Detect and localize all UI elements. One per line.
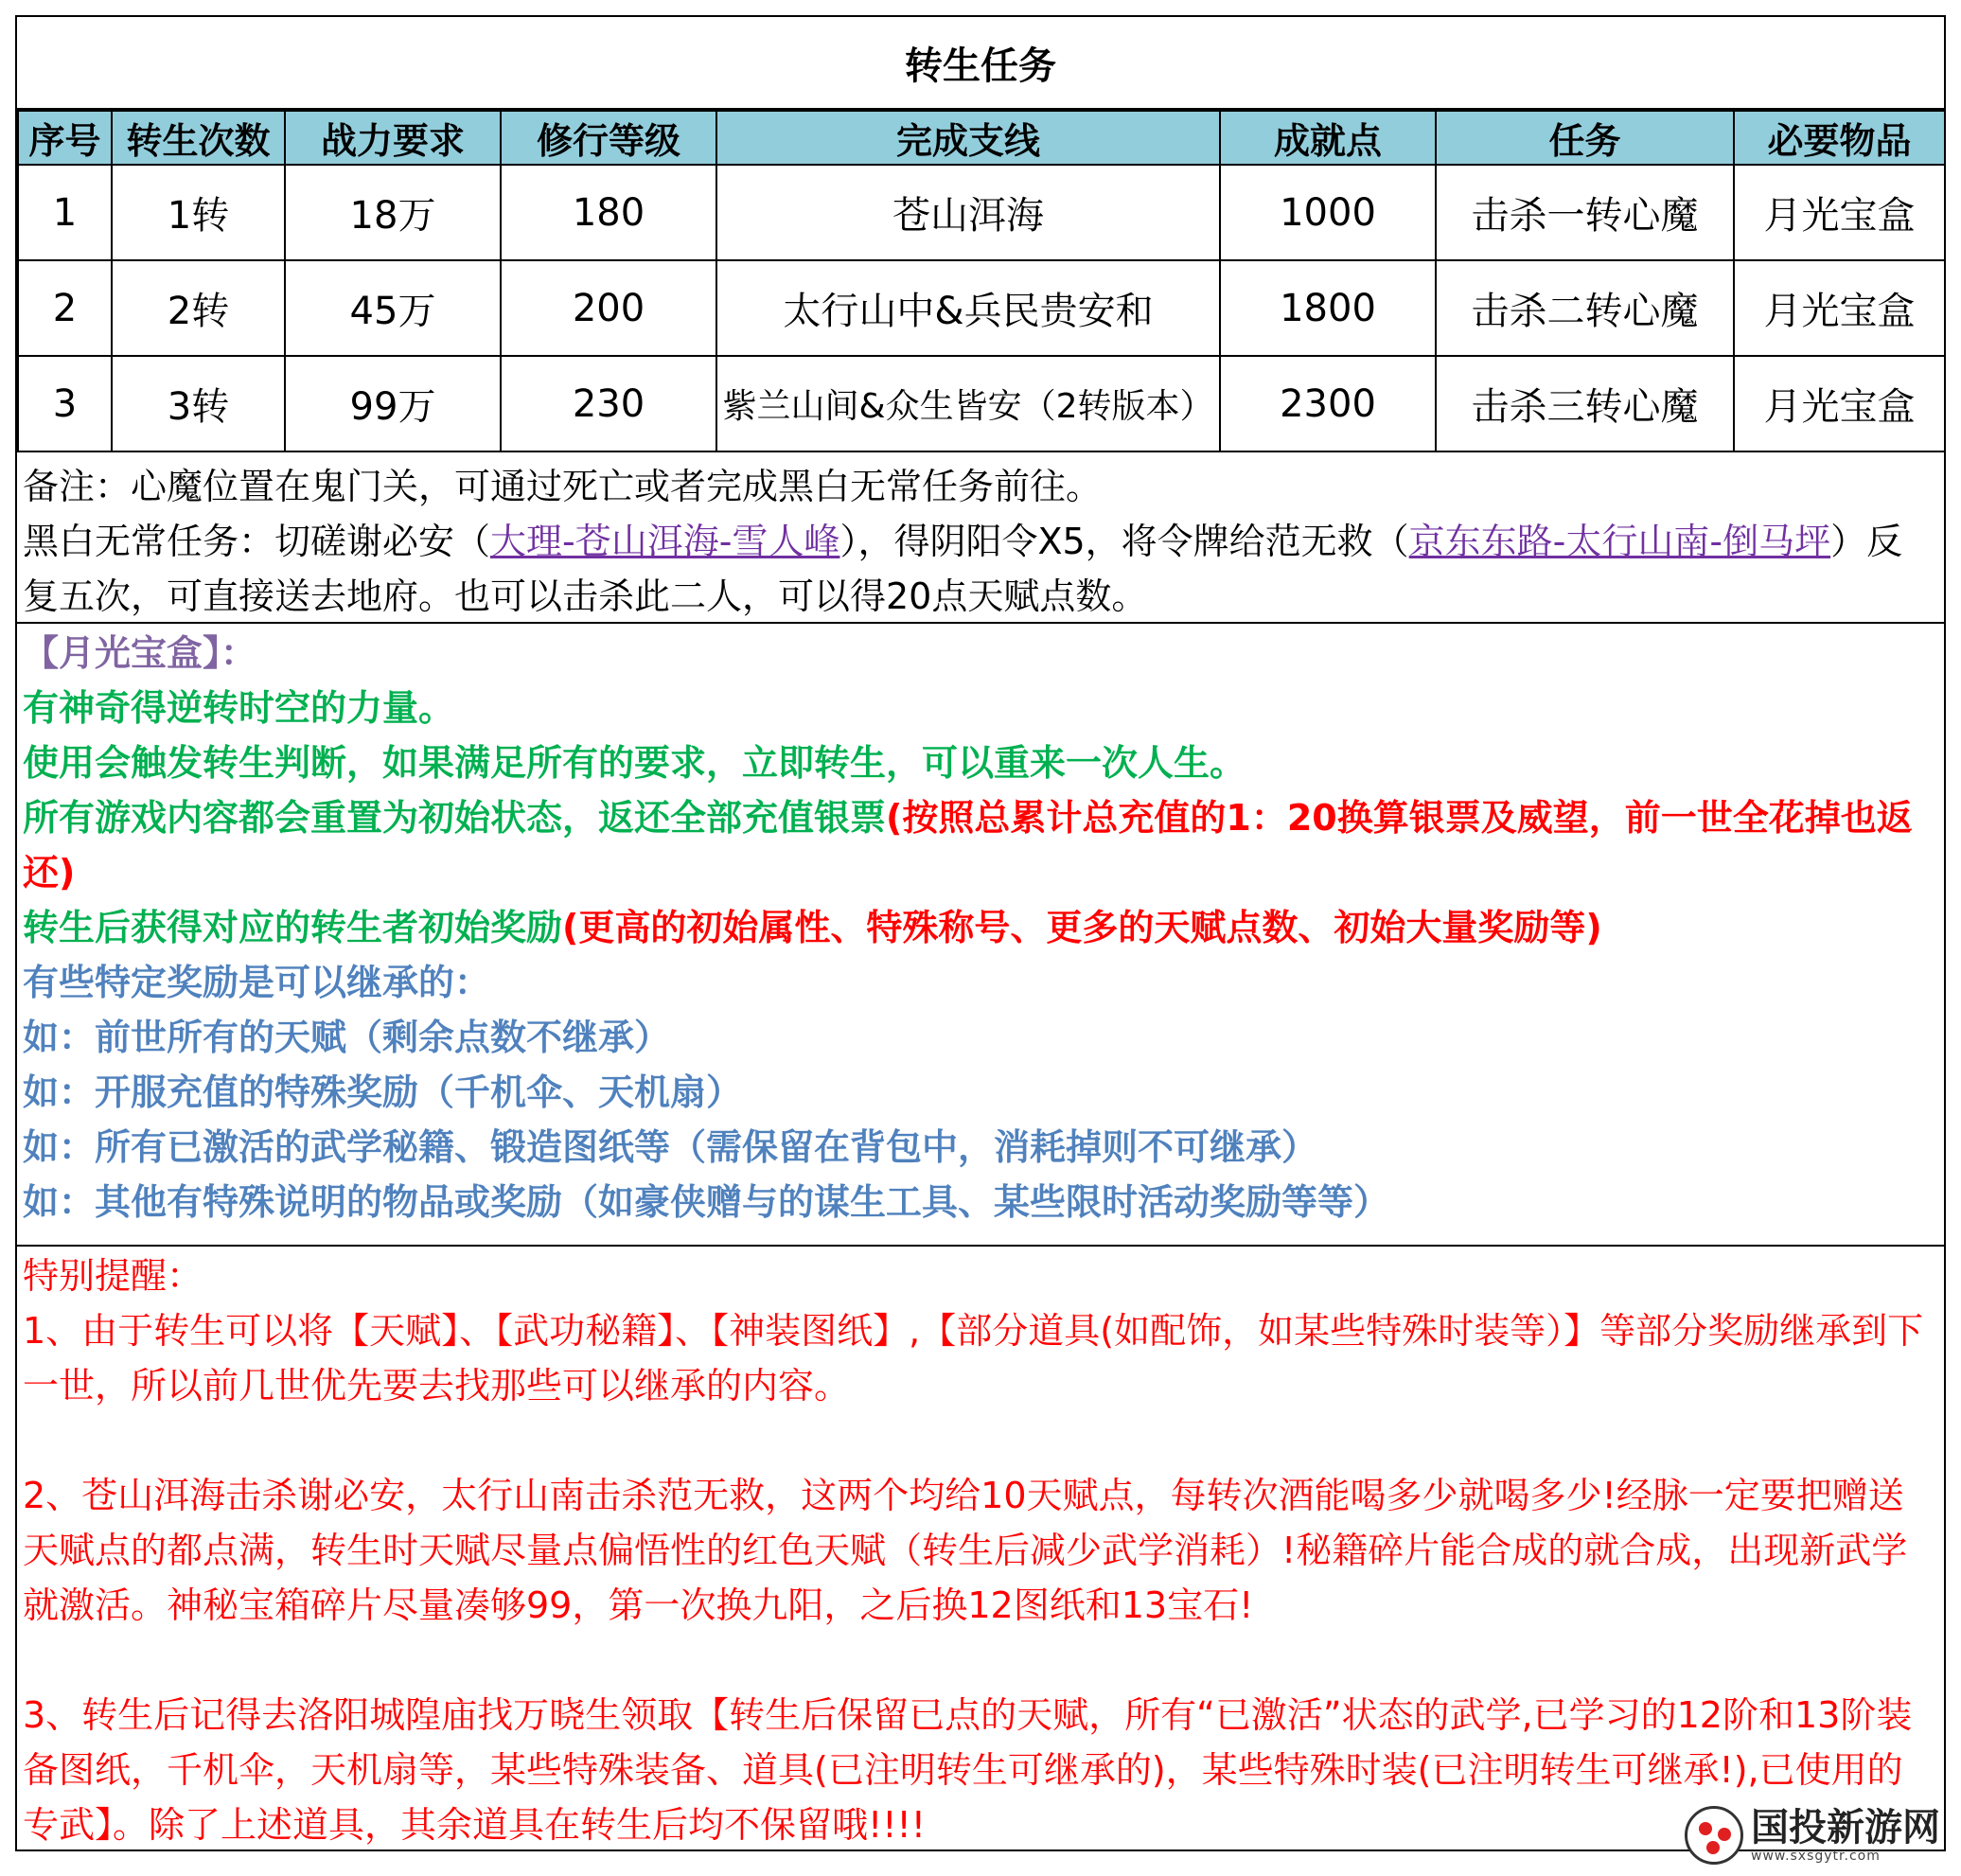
table-cell: 苍山洱海 [716,165,1220,260]
note-line: 备注：心魔位置在鬼门关，可通过死亡或者完成黑白无常任务前往。 [23,466,1103,507]
moonbox-line: 使用会触发转生判断，如果满足所有的要求，立即转生，可以重来一次人生。 [23,742,1246,784]
table-cell: 2转 [112,260,285,356]
col-header-index: 序号 [18,111,112,165]
col-header-level: 修行等级 [501,111,716,165]
table-cell: 1800 [1220,260,1436,356]
moonbox-heading: 【月光宝盒】： [23,632,257,674]
site-watermark [1685,1806,1940,1865]
notes-section [17,459,1944,624]
reminder-paragraph: 3、转生后记得去洛阳城隍庙找万晓生领取【转生后保留已点的天赋，所有“已激活”状态的武学,已学习的12阶和13阶装备图纸，千机伞，天机扇等，某些特殊装备、道具(已注明转生可继承的)，某些特殊时装(已注明转生可继承!),已使用的专武】。除了上述道具，其余道具在转生后均不保留哦!!!! [23,1694,1913,1846]
note-text: ）反复五次，可直接送去地府。也可以击杀此二人，可以得20点天赋点数。 [23,521,1903,617]
spreadsheet [15,15,1946,1851]
col-header-achievement: 成就点 [1220,111,1436,165]
moonbox-line: 如：开服充值的特殊奖励（千机伞、天机扇） [23,1071,743,1113]
table-cell: 99万 [285,356,501,451]
table-cell: 1转 [112,165,285,260]
table-row [18,165,1945,260]
moonbox-line: 如：所有已激活的武学秘籍、锻造图纸等（需保留在背包中，消耗掉则不可继承） [23,1126,1318,1168]
table-row [18,260,1945,356]
table-cell: 月光宝盒 [1734,356,1945,451]
rebirth-table [17,110,1946,452]
table-cell: 2 [18,260,112,356]
note-text: ），得阴阳令X5，将令牌给范无救（ [839,521,1409,562]
table-cell: 3 [18,356,112,451]
moonbox-line: 如：前世所有的天赋（剩余点数不继承） [23,1017,671,1058]
site-logo-icon [1685,1806,1743,1865]
col-header-sideline: 完成支线 [716,111,1220,165]
table-cell: 2300 [1220,356,1436,451]
col-header-item: 必要物品 [1734,111,1945,165]
table-row [18,356,1945,451]
table-header-row [18,111,1945,165]
moonbox-line: 有些特定奖励是可以继承的： [23,962,491,1003]
moonbox-text: (按照总累计总充值的1：20换算银票及威望，前一世全花掉也返还) [23,797,1913,894]
col-header-rebirth-count: 转生次数 [112,111,285,165]
watermark-name: 国投新游网 [1751,1806,1940,1849]
moonbox-line [23,900,1938,955]
watermark-url: www.sxsgytr.com [1751,1849,1881,1864]
table-cell: 230 [501,356,716,451]
spacer [23,1413,1938,1468]
table-cell: 45万 [285,260,501,356]
moonbox-line: 有神奇得逆转时空的力量。 [23,687,455,729]
table-cell: 月光宝盒 [1734,260,1945,356]
spacer [23,1633,1938,1688]
table-cell: 击杀三转心魔 [1436,356,1734,451]
reminder-heading: 特别提醒： [23,1255,203,1297]
location-link[interactable]: 大理-苍山洱海-雪人峰 [490,521,840,562]
table-cell: 3转 [112,356,285,451]
table-cell: 击杀二转心魔 [1436,260,1734,356]
table-cell: 击杀一转心魔 [1436,165,1734,260]
moonbox-text: 转生后获得对应的转生者初始奖励 [23,907,563,948]
table-cell: 1000 [1220,165,1436,260]
moonbox-line [23,790,1938,900]
table-cell: 1 [18,165,112,260]
moonbox-text: 所有游戏内容都会重置为初始状态，返还全部充值银票 [23,797,887,839]
reminder-paragraph: 2、苍山洱海击杀谢必安，太行山南击杀范无救，这两个均给10天赋点，每转次酒能喝多少就喝多少!经脉一定要把赠送天赋点的都点满，转生时天赋尽量点偏悟性的红色天赋（转生后减少武学消耗）!秘籍碎片能合成的就合成，出现新武学就激活。神秘宝箱碎片尽量凑够99，第一次换九阳，之后换12图纸和13宝石! [23,1475,1908,1626]
moonbox-line: 如：其他有特殊说明的物品或奖励（如豪侠赠与的谋生工具、某些限时活动奖励等等） [23,1181,1390,1223]
table-cell: 200 [501,260,716,356]
table-cell: 180 [501,165,716,260]
sheet-title: 转生任务 [17,17,1944,110]
moonbox-text: (更高的初始属性、特殊称号、更多的天赋点数、初始大量奖励等) [562,907,1602,948]
col-header-task: 任务 [1436,111,1734,165]
location-link[interactable]: 京东东路-太行山南-倒马坪 [1408,521,1831,562]
col-header-power: 战力要求 [285,111,501,165]
reminder-paragraph: 1、由于转生可以将【天赋】、【武功秘籍】、【神装图纸】,【部分道具(如配饰，如某些特殊时装等）】等部分奖励继承到下一世，所以前几世优先要去找那些可以继承的内容。 [23,1310,1924,1407]
table-cell: 月光宝盒 [1734,165,1945,260]
moonbox-section [17,626,1944,1247]
note-line [23,514,1938,624]
watermark-text [1751,1807,1940,1864]
table-cell: 太行山中&兵民贵安和 [716,260,1220,356]
reminder-section [17,1248,1944,1852]
table-cell: 紫兰山间&众生皆安（2转版本） [716,356,1220,451]
table-cell: 18万 [285,165,501,260]
note-text: 黑白无常任务：切磋谢必安（ [23,521,491,562]
